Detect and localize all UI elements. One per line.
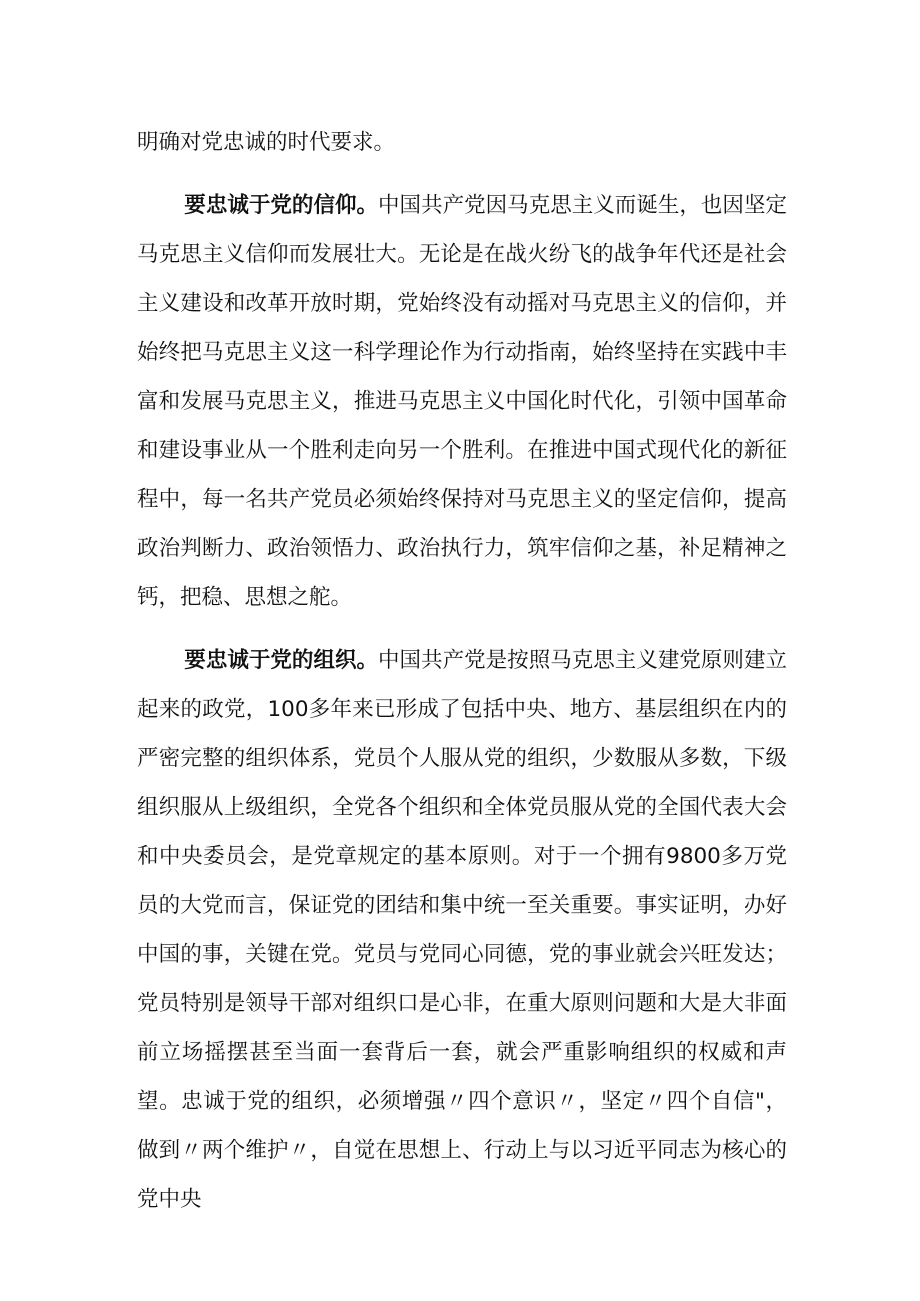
- paragraph-2-body: 中国共产党因马克思主义而诞生，也因坚定马克思主义信仰而发展壮大。无论是在战火纷飞的战争年代还是社会主义建设和改革开放时期，党始终没有动摇对马克思主义的信仰，并始终把马克思主义这一科学理论作为行动指南，始终坚持在实践中丰富和发展马克思主义，推进马克思主义中国化时代化，引领中国革命和建设事业从一个胜利走向另一个胜利。在推进中国式现代化的新征程中，每一名共产党员必须始终保持对马克思主义的坚定信仰，提高政治判断力、政治领悟力、政治执行力，筑牢信仰之基，补足精神之钙，把稳、思想之舵。: [137, 193, 787, 610]
- paragraph-1: [137, 118, 787, 167]
- paragraph-2-heading: 要忠诚于党的信仰。: [184, 193, 379, 218]
- paragraph-spacer: [137, 167, 787, 181]
- paragraph-1-body: 明确对党忠诚的时代要求。: [137, 130, 396, 155]
- paragraph-3-heading: 要忠诚于党的组织。: [184, 648, 379, 673]
- paragraph-3: [137, 636, 787, 1224]
- paragraph-spacer: [137, 622, 787, 636]
- paragraph-3-body: 中国共产党是按照马克思主义建党原则建立起来的政党，100多年来已形成了包括中央、地方、基层组织在内的严密完整的组织体系，党员个人服从党的组织，少数服从多数，下级组织服从上级组织，全党各个组织和全体党员服从党的全国代表大会和中央委员会，是党章规定的基本原则。对于一个拥有9800多万党员的大党而言，保证党的团结和集中统一至关重要。事实证明，办好中国的事，关键在党。党员与党同心同德，党的事业就会兴旺发达；党员特别是领导干部对组织口是心非，在重大原则问题和大是大非面前立场摇摆甚至当面一套背后一套，就会严重影响组织的权威和声望。忠诚于党的组织，必须增强〃四个意识〃，坚定〃四个自信"，做到〃两个维护〃，自觉在思想上、行动上与以习近平同志为核心的党中央: [137, 648, 787, 1212]
- document-text-block: [137, 118, 787, 1224]
- paragraph-2: [137, 181, 787, 622]
